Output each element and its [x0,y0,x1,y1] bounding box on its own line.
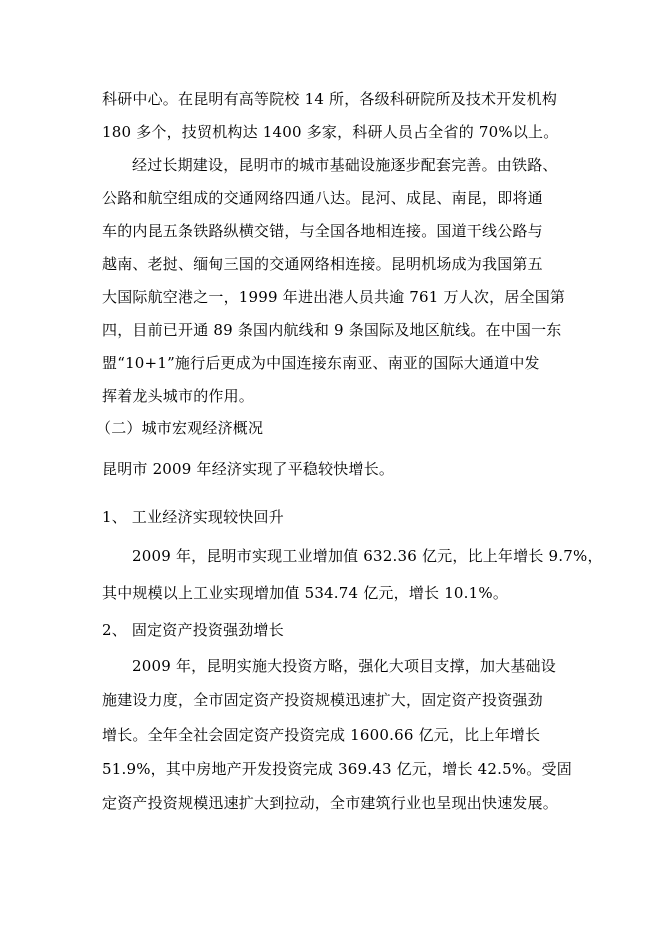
paragraph-3-line-2: 其中规模以上工业实现增加值 534.74 亿元，增长 10.1%。 [102,584,509,602]
intro-text: 昆明市 2009 年经济实现了平稳较快增长。 [102,460,395,478]
paragraph-1-line-1: 科研中心。在昆明有高等院校 14 所，各级科研院所及技术开发机构 [102,90,558,108]
sub-heading-1: 1、 工业经济实现较快回升 [102,508,284,526]
sub-heading-2: 2、 固定资产投资强劲增长 [102,621,284,639]
paragraph-3-line-1: 2009 年，昆明市实现工业增加值 632.36 亿元，比上年增长 9.7%， [132,547,603,565]
paragraph-4-line-2: 施建设力度，全市固定资产投资规模迅速扩大，固定资产投资强劲 [102,691,543,709]
paragraph-4-line-4: 51.9%，其中房地产开发投资完成 369.43 亿元，增长 42.5%。受固 [102,760,572,778]
paragraph-2-line-3: 车的内昆五条铁路纵横交错，与全国各地相连接。国道干线公路与 [102,222,543,240]
section-heading: （二）城市宏观经济概况 [96,419,264,437]
paragraph-2-line-8: 挥着龙头城市的作用。 [102,387,255,405]
paragraph-2-line-7: 盟“10+1”施行后更成为中国连接东南亚、南亚的国际大通道中发 [102,354,540,372]
paragraph-1-line-2: 180 多个，技贸机构达 1400 多家，科研人员占全省的 70%以上。 [102,123,559,141]
paragraph-2-line-5: 大国际航空港之一，1999 年进出港人员共逾 761 万人次，居全国第 [102,288,566,306]
paragraph-2-line-4: 越南、老挝、缅甸三国的交通网络相连接。昆明机场成为我国第五 [102,255,543,273]
paragraph-2-line-1: 经过长期建设，昆明市的城市基础设施逐步配套完善。由铁路、 [132,156,558,174]
paragraph-4-line-3: 增长。全年全社会固定资产投资完成 1600.66 亿元，比上年增长 [102,726,541,744]
paragraph-2-line-2: 公路和航空组成的交通网络四通八达。昆河、成昆、南昆，即将通 [102,189,543,207]
paragraph-4-line-1: 2009 年，昆明实施大投资方略，强化大项目支撑，加大基础设 [132,657,556,675]
paragraph-2-line-6: 四，目前已开通 89 条国内航线和 9 条国际及地区航线。在中国一东 [102,321,562,339]
paragraph-4-line-5: 定资产投资规模迅速扩大到拉动，全市建筑行业也呈现出快速发展。 [102,794,559,812]
